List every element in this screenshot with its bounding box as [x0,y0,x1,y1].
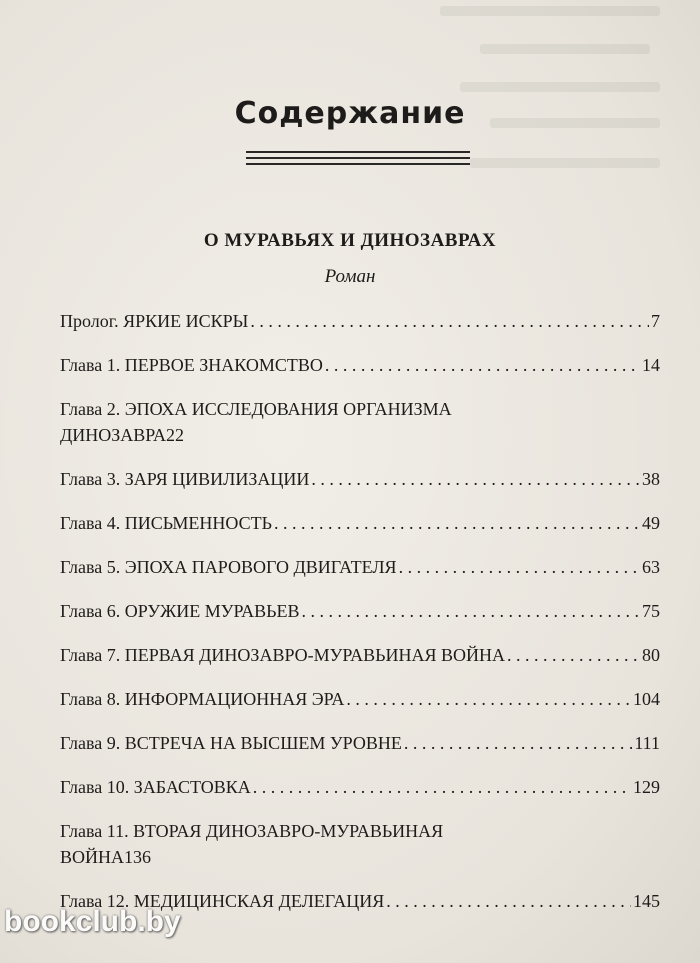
leader-dots [507,642,640,668]
toc-entry-label: Глава 7. ПЕРВАЯ ДИНОЗАВРО-МУРАВЬИНАЯ ВОЙНА [60,645,505,665]
heading-rule-1 [246,151,470,153]
leader-dots [399,554,640,580]
toc-entry-label: Глава 12. МЕДИЦИНСКАЯ ДЕЛЕГАЦИЯ [60,891,385,911]
toc-entry-label: Глава 8. ИНФОРМАЦИОННАЯ ЭРА [60,689,345,709]
toc-entry-chapter-1[interactable] [60,352,660,378]
toc-entry-label-line1: Глава 2. ЭПОХА ИССЛЕДОВАНИЯ ОРГАНИЗМА [60,399,452,419]
leader-dots [302,598,640,624]
leader-dots [346,686,631,712]
leader-dots [250,308,649,334]
toc-entry-chapter-6[interactable] [60,598,660,624]
toc-entry-page: 129 [633,777,660,797]
toc-entry-label: Пролог. ЯРКИЕ ИСКРЫ [60,311,249,331]
book-subtitle: Роман [324,266,376,287]
leader-dots [311,466,640,492]
leader-dots [274,510,640,536]
toc-entry-label-line2: ДИНОЗАВРА [60,425,167,445]
toc-entry-chapter-10[interactable] [60,774,660,800]
leader-dots [404,730,633,756]
toc-entry-page: 80 [642,645,660,665]
toc-entry-chapter-2[interactable] [60,396,660,448]
heading-rule-3 [246,163,470,165]
toc-entry-page: 7 [651,311,660,331]
toc-entry-chapter-11[interactable] [60,818,660,870]
toc-entry-chapter-8[interactable] [60,686,660,712]
toc-entry-label: Глава 4. ПИСЬМЕННОСТЬ [60,513,272,533]
toc-entry-chapter-3[interactable] [60,466,660,492]
toc-entry-label: Глава 10. ЗАБАСТОВКА [60,777,251,797]
toc-entry-chapter-5[interactable] [60,554,660,580]
toc-entry-page: 63 [642,557,660,577]
toc-entry-page: 49 [642,513,660,533]
heading-rule-2 [246,157,470,159]
leader-dots [325,352,640,378]
leader-dots [386,888,631,914]
toc-entry-chapter-4[interactable] [60,510,660,536]
toc-entry-label-line1: Глава 11. ВТОРАЯ ДИНОЗАВРО-МУРАВЬИНАЯ [60,821,444,841]
toc-entry-page: 14 [642,355,660,375]
book-title: О МУРАВЬЯХ И ДИНОЗАВРАХ [203,230,497,251]
toc-entry-page: 104 [633,689,660,709]
table-of-contents [60,308,660,932]
site-watermark: bookclub.by [4,905,181,938]
toc-entry-label: Глава 9. ВСТРЕЧА НА ВЫСШЕМ УРОВНЕ [60,733,402,753]
toc-entry-label: Глава 6. ОРУЖИЕ МУРАВЬЕВ [60,601,300,621]
toc-entry-page: 75 [642,601,660,621]
toc-entry-label: Глава 3. ЗАРЯ ЦИВИЛИЗАЦИИ [60,469,310,489]
toc-entry-label: Глава 5. ЭПОХА ПАРОВОГО ДВИГАТЕЛЯ [60,557,397,577]
toc-entry-label: Глава 1. ПЕРВОЕ ЗНАКОМСТВО [60,355,323,375]
toc-entry-page: 111 [634,733,660,753]
toc-entry-page: 145 [633,891,660,911]
toc-entry-page: 136 [124,847,152,867]
toc-entry-page: 22 [166,425,185,445]
toc-entry-prologue[interactable] [60,308,660,334]
contents-heading: Содержание [234,96,466,131]
leader-dots [253,774,631,800]
toc-entry-chapter-7[interactable] [60,642,660,668]
toc-entry-label-line2: ВОЙНА [60,847,125,867]
toc-entry-chapter-9[interactable] [60,730,660,756]
toc-entry-page: 38 [642,469,660,489]
